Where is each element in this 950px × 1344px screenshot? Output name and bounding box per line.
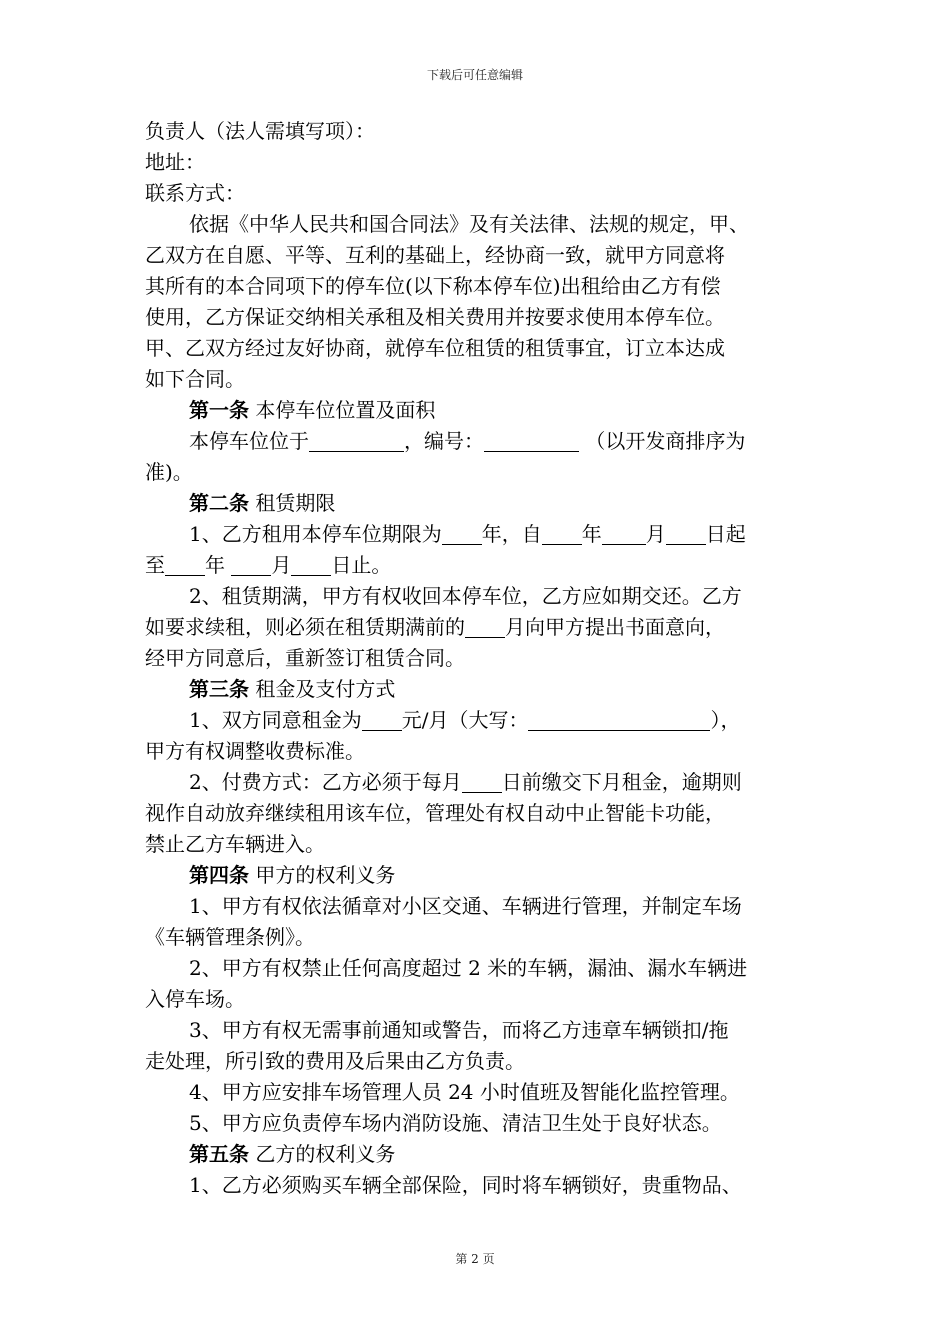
location-blank [309, 429, 404, 452]
text: 1、双方同意租金为 [189, 708, 362, 732]
article-number: 第三条 [189, 677, 249, 701]
preamble-line: 其所有的本合同项下的停车位(以下称本停车位)出租给由乙方有偿 [145, 274, 721, 298]
page-number: 第 2 页 [455, 1252, 495, 1266]
preamble-line: 如下合同。 [145, 367, 245, 391]
article-5-heading [145, 1139, 810, 1170]
text: 本停车位位于 [189, 429, 309, 453]
article-number: 第一条 [189, 398, 249, 422]
text: 月 [645, 522, 666, 546]
rent-capital-blank [528, 708, 710, 731]
payment-day-blank [462, 770, 502, 793]
article-4-clause-1: 1、甲方有权依法循章对小区交通、车辆进行管理，并制定车场 [189, 894, 742, 918]
text: 年 [581, 522, 602, 546]
article-4-clause-2: 2、甲方有权禁止任何高度超过 2 米的车辆，漏油、漏水车辆进 [189, 956, 748, 980]
article-1-heading [145, 395, 810, 426]
preamble-line: 依据《中华人民共和国合同法》及有关法律、法规的规定，甲、 [189, 212, 749, 236]
article-number: 第五条 [189, 1142, 249, 1166]
article-4-clause-4: 4、甲方应安排车场管理人员 24 小时值班及智能化监控管理。 [189, 1080, 740, 1104]
years-blank [442, 522, 482, 545]
end-year-blank [165, 553, 205, 576]
text: 2、付费方式：乙方必须于每月 [189, 770, 462, 794]
article-5-clause-1: 1、乙方必须购买车辆全部保险，同时将车辆锁好，贵重物品、 [189, 1173, 742, 1197]
contact-line: 联系方式： [145, 181, 245, 205]
text: 日前缴交下月租金，逾期则 [501, 770, 742, 794]
article-4-clause-1-cont: 《车辆管理条例》。 [145, 925, 315, 949]
number-blank [484, 429, 579, 452]
text: 年 [205, 553, 232, 577]
article-3-clause-2 [145, 767, 810, 798]
article-title: 本停车位位置及面积 [255, 398, 436, 422]
text: 月 [271, 553, 292, 577]
preamble-line: 使用，乙方保证交纳相关承租及相关费用并按要求使用本停车位。 [145, 305, 725, 329]
article-4-clause-3: 3、甲方有权无需事前通知或警告，而将乙方违章车辆锁扣/拖 [189, 1018, 729, 1042]
text: 日起 [705, 522, 746, 546]
end-day-blank [291, 553, 331, 576]
article-title: 甲方的权利义务 [255, 863, 396, 887]
renewal-month-blank [465, 615, 505, 638]
article-3-clause-1 [145, 705, 810, 736]
article-title: 租金及支付方式 [255, 677, 396, 701]
article-1-line [145, 426, 810, 457]
article-2-clause-2: 2、租赁期满，甲方有权收回本停车位，乙方应如期交还。乙方 [189, 584, 742, 608]
text: ）， [710, 708, 741, 732]
article-4-clause-5: 5、甲方应负责停车场内消防设施、清洁卫生处于良好状态。 [189, 1111, 722, 1135]
preamble-line: 乙双方在自愿、平等、互利的基础上，经协商一致，就甲方同意将 [145, 243, 725, 267]
article-3-clause-1-cont: 甲方有权调整收费标准。 [145, 739, 365, 763]
article-4-heading [145, 860, 810, 891]
article-number: 第四条 [189, 863, 249, 887]
article-2-clause-1-cont [145, 550, 810, 581]
article-2-clause-2-cont: 经甲方同意后，重新签订租赁合同。 [145, 646, 465, 670]
article-title: 租赁期限 [255, 491, 336, 515]
article-1-line: 准)。 [145, 460, 193, 484]
article-2-clause-2-cont [145, 612, 810, 643]
article-title: 乙方的权利义务 [255, 1142, 396, 1166]
start-month-blank [602, 522, 646, 545]
text: ，编号： [404, 429, 484, 453]
text: 1、乙方租用本停车位期限为 [189, 522, 442, 546]
text: 如要求续租，则必须在租赁期满前的 [145, 615, 465, 639]
article-4-clause-2-cont: 入停车场。 [145, 987, 245, 1011]
article-3-heading [145, 674, 810, 705]
article-3-clause-2-cont: 视作自动放弃继续租用该车位，管理处有权自动中止智能卡功能， [145, 801, 725, 825]
start-year-blank [542, 522, 582, 545]
text: 元/月（大写： [401, 708, 529, 732]
article-4-clause-3-cont: 走处理，所引致的费用及后果由乙方负责。 [145, 1049, 525, 1073]
preamble-line: 甲、乙双方经过友好协商，就停车位租赁的租赁事宜，订立本达成 [145, 336, 725, 360]
article-2-clause-1 [145, 519, 810, 550]
page-header: 下载后可任意编辑 [426, 68, 523, 82]
start-day-blank [666, 522, 706, 545]
rent-amount-blank [362, 708, 402, 731]
article-2-heading [145, 488, 810, 519]
text: 至 [145, 553, 165, 577]
responsible-person-line: 负责人（法人需填写项）： [145, 119, 375, 143]
address-line: 地址： [145, 150, 205, 174]
text: （以开发商排序为 [579, 429, 746, 453]
article-number: 第二条 [189, 491, 249, 515]
contract-body [145, 116, 810, 1201]
end-month-blank [231, 553, 271, 576]
text: 年，自 [481, 522, 542, 546]
article-3-clause-2-cont: 禁止乙方车辆进入。 [145, 832, 325, 856]
text: 日止。 [331, 553, 392, 577]
text: 月向甲方提出书面意向， [505, 615, 725, 639]
